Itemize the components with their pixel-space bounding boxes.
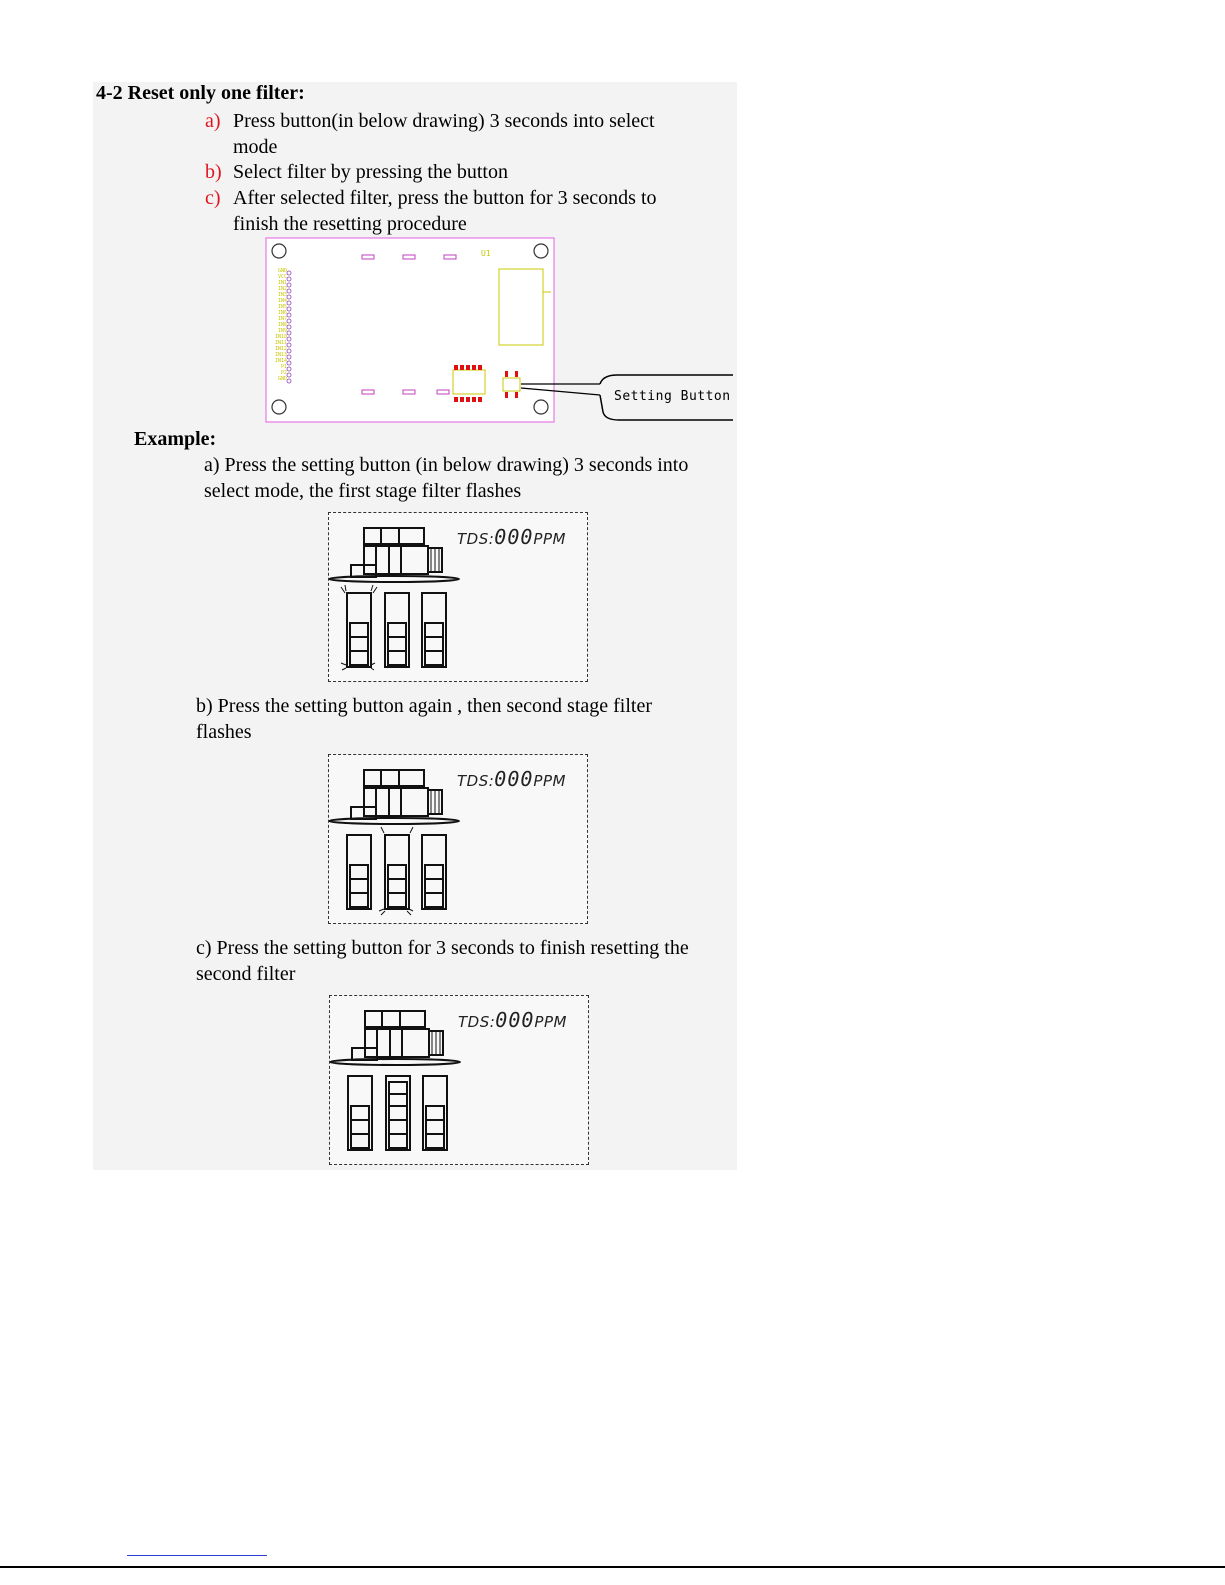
tds-digits: 000 [494,525,534,549]
step-a-text: Press button(in below drawing) 3 seconds into select [233,110,655,132]
pin-label: IN6 [277,310,287,316]
step-b-label: b) [205,161,222,183]
example-b-text-cont: flashes [196,721,252,743]
pin-label: IN1 [277,280,287,286]
example-c-text-cont: second filter [196,963,296,985]
step-b [205,159,508,185]
pin-label: IN4 [277,298,287,304]
example-b-text: b) Press the setting button again , then second stage filter [196,695,653,717]
chip-label: U1 [481,249,491,258]
step-a-label: a) [205,110,221,132]
tds-digits: 000 [494,767,534,791]
pin-label: IN13 [274,352,287,358]
pin-label: IN9 [277,328,287,334]
pcb-drawing [265,237,735,425]
tds-label: TDS: [457,530,495,548]
tds-digits: 000 [495,1008,535,1032]
lcd-display-1 [328,512,588,682]
tds-label: TDS: [457,772,495,790]
step-b-text: Select filter by pressing the button [233,161,508,183]
tds-unit: PPM [533,772,566,790]
step-c [205,185,657,237]
step-a-text-cont: mode [233,136,278,158]
pin-label: IN14 [274,358,287,364]
pin-label: IN5 [277,304,287,310]
page-bottom-rule [0,1566,1225,1568]
footnote-separator [127,1555,267,1556]
pin-label: IN11 [274,340,287,346]
example-a-text: a) Press the setting button (in below drawing) 3 seconds into [204,454,689,476]
pcb-pin-labels [269,268,287,382]
setting-button-callout: Setting Button [614,389,731,404]
lcd-display-2 [328,754,588,924]
tds-unit: PPM [533,530,566,548]
step-c-label: c) [205,187,221,209]
tds-readout [457,525,566,549]
tds-unit: PPM [534,1013,567,1031]
tds-readout [458,1008,567,1032]
lcd-display-3 [329,995,589,1165]
pin-label: GND [277,268,287,274]
pin-label: P2 [280,370,287,376]
pin-label: GND [277,376,287,382]
pin-label: P1 [280,364,287,370]
tds-readout [457,767,566,791]
pin-label: IN7 [277,316,287,322]
pin-label: IN8 [277,322,287,328]
pin-label: IN10 [274,334,287,340]
step-a [205,108,655,160]
step-c-text: After selected filter, press the button for 3 seconds to [233,187,657,209]
example-a-text-cont: select mode, the first stage filter flashes [204,480,522,502]
example-c-text: c) Press the setting button for 3 seconds to finish resetting the [196,937,689,959]
step-c-text-cont: finish the resetting procedure [233,213,467,235]
pin-label: VCC [277,274,287,280]
pin-label: IN12 [274,346,287,352]
pin-label: IN2 [277,286,287,292]
section-title: 4-2 Reset only one filter: [96,82,305,104]
tds-label: TDS: [458,1013,496,1031]
pin-label: IN3 [277,292,287,298]
example-title: Example: [134,428,217,450]
